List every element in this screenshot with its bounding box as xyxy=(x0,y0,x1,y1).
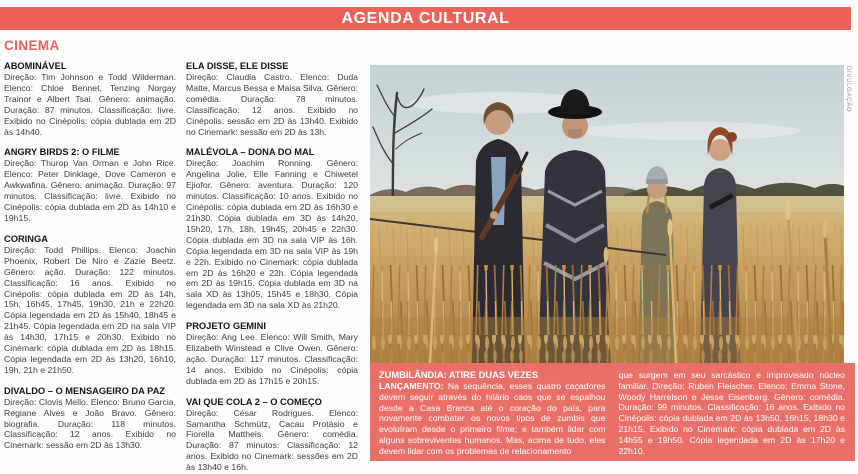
listing-title: VAI QUE COLA 2 – O COMEÇO xyxy=(186,396,322,407)
listing-title: CORINGA xyxy=(4,233,48,244)
listing-entry-ela-disse-ele-disse xyxy=(186,61,358,137)
listing-body: Direção: Clovis Mello. Elenco: Bruno Garcia, Regiane Alves e João Bravo. Gênero: biografia. Duração: 118 minutos. Classificação: 12 anos. Exibido no Cinemark: sessão em 2D às 13h30. xyxy=(4,396,176,451)
header-bar xyxy=(0,7,851,30)
listing-body: Direção: Joachim Ronning. Gênero: Angelina Jolie, Elle Fanning e Chiwetel Ejiofor. Gênero: aventura. Duração: 120 minutos. Classificação: 10 anos. Exibido no Cinépolis: cópia dublada em 2D às 16h30 e 21h30. Cópia dublada em 3D às 14h20, 15h20, 17h, 18h, 19h45, 20h45 e 22h30. Cópia dublada em 3D na sala VIP às 16h. Cópia legendada em 3D na sala VIP às 19h e 22h. Exibido no Cinemark: cópia dublada em 2D às 16h20 e 22h. Cópia legendada em 2D às 19h15. Cópia dublada em 3D na sala XD às 13h05, 15h45 e 18h30. Cópia legendada em 3D na sala XD às 21h20. xyxy=(186,158,358,311)
listing-body: Direção: Thurop Van Orman e John Rice. Elenco: Peter Dinklage, Dove Cameron e Awkwafina. Gênero: animação. Duração: 97 minutos. Classificação: livre. Exibido no Cinépolis: cópia dublada em 2D às 14h10 e 19h15. xyxy=(4,158,176,223)
feature-title: ZUMBILÂNDIA: ATIRE DUAS VEZES xyxy=(379,370,539,380)
listings-column-2 xyxy=(186,61,358,474)
feature-lead-label: LANÇAMENTO: xyxy=(379,381,444,391)
listings-column-1 xyxy=(4,61,176,461)
zombieland-movie-still-photo xyxy=(370,65,844,363)
listing-title: ANGRY BIRDS 2: O FILME xyxy=(4,147,120,158)
listing-title: ELA DISSE, ELE DISSE xyxy=(186,61,289,71)
feature-caption-left-column xyxy=(379,370,606,455)
listing-entry-abominavel xyxy=(4,61,176,137)
listing-title: ABOMINÁVEL xyxy=(4,61,67,71)
feature-text-left xyxy=(379,381,606,457)
feature-text-left-body: Na sequência, esses quatro caçadores devem seguir através do hilário caos que se espalhou desde a Casa Branca até o coração do país, para novamente combater os novos tipos de zumbis que evoluíram desde o primeiro filme; e também lidar com alguns sobreviventes humanos. Mas, acima de tudo, eles devem lidar com os problemas de relacionamento xyxy=(379,381,606,456)
zombieland-photo-illustration xyxy=(370,65,844,363)
listing-entry-divaldo xyxy=(4,386,176,452)
feature-text-right: que surgem em seu sarcástico e improvisado núcleo familiar. Direção: Ruben Fleischer. Elenco: Emma Stone, Woody Harrelson e Jesse Eisenberg. Gênero: comédia. Duração: 99 minutos. Classificação: 16 anos. Exibido no Cinépolis: cópia dublada em 2D às 13h50, 16h15, 18h30 e 21h15. Exibido no Cinemark: cópia dublada em 2D às 14h55 e 19h50. Cópia legendada em 2D às 17h20 e 22h10. xyxy=(618,370,845,456)
listing-body: Direção: Tim Johnson e Todd Wilderman. Elenco: Chloe Bennet, Tenzing Norgay Trainor e Albert Tsai. Gênero: animação. Duração: 87 minutos. Classificação: livre. Exibido no Cinépolis: cópia dublada em 2D às 14h40. xyxy=(4,72,176,137)
feature-caption-box xyxy=(370,363,855,461)
listing-entry-projeto-gemini xyxy=(186,321,358,387)
page-title: AGENDA CULTURAL xyxy=(341,10,510,27)
listing-entry-coringa xyxy=(4,234,176,376)
listing-body: Direção: Claudia Castro. Elenco: Duda Matte, Marcus Bessa e Maisa Silva. Gênero: comédia. Duração: 78 minutos. Classificação: 12 anos. Exibido no Cinépolis: sessão em 2D às 13h40. Exibido no Cinemark: sessão em 2D às 13h. xyxy=(186,72,358,137)
listing-entry-angry-birds-2 xyxy=(4,147,176,223)
listing-body: Direção: César Rodrigues. Elenco: Samantha Schmütz, Cacau Protásio e Fiorella Mattheis. Gênero: comédia. Duração: 87 minutos. Classificação: 12 anos. Exibido no Cinemark: sessões em 2D às 13h40 e 16h. xyxy=(186,407,358,473)
listing-entry-malevola xyxy=(186,147,358,311)
listing-title: PROJETO GEMINI xyxy=(186,321,266,332)
listing-body: Direção: Todd Phillips. Elenco: Joachin Phoenix, Robert De Niro e Zazie Beetz. Gênero: ação. Duração: 122 minutos. Classificação: 16 anos. Exibido no Cinépolis: cópia dublada em 2D às 14h, 15h, 16h45, 17h45, 19h30, 21h e 22h20. Cópia legendada em 2D às 15h40, 18h45 e 21h45. Cópia legendada em 2D na sala VIP às 14h30, 17h15 e 20h30. Exibido no Cinemark: cópia dublada em 2D às 18h15. Cópia legendada em 2D às 13h20, 16h10, 19h, 21h e 21h50. xyxy=(4,244,176,375)
photo-credit: DIVULGAÇÃO xyxy=(845,66,851,113)
listing-title: DIVALDO – O MENSAGEIRO DA PAZ xyxy=(4,385,165,396)
listing-body: Direção: Ang Lee. Elenco: Will Smith, Mary Elizabeth Winstead e Clive Owen. Gênero: ação. Duração: 117 minutos. Classificação: 14 anos. Exibido no Cinépolis: cópia dublada em 2D às 17h15 e 20h15. xyxy=(186,332,358,386)
listing-entry-vai-que-cola-2 xyxy=(186,397,358,473)
listing-title: MALÉVOLA – DONA DO MAL xyxy=(186,147,315,158)
section-title-cinema: CINEMA xyxy=(4,38,60,53)
feature-caption-right-column xyxy=(619,370,846,455)
